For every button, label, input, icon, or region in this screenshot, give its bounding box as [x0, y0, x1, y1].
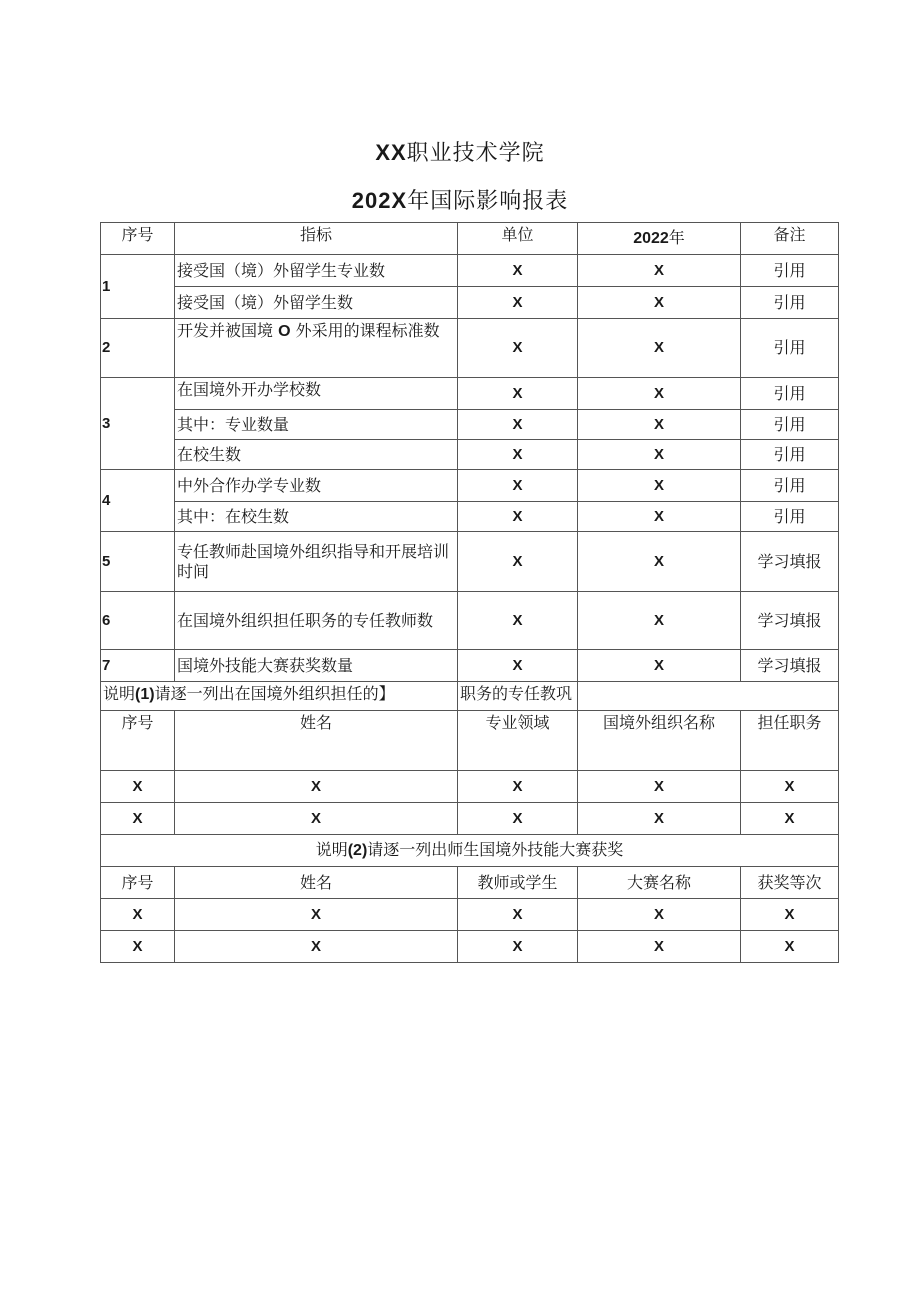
row-note: 学习填报 [741, 592, 839, 650]
t3-cell: X [578, 899, 741, 931]
t2-cell: X [741, 771, 839, 803]
row-note: 引用 [741, 410, 839, 440]
row-value: X [578, 410, 741, 440]
note1-num: (1) [135, 686, 155, 703]
t3-cell: X [741, 931, 839, 963]
note2-num: (2) [347, 842, 368, 859]
t3-header-rank: 获奖等次 [741, 867, 839, 899]
row-seq: 2 [101, 319, 175, 378]
t3-header-seq: 序号 [101, 867, 175, 899]
title-report-name: 年国际影响报表 [407, 189, 569, 214]
table2-header [101, 711, 839, 771]
header-year-num: 2022 [633, 230, 669, 247]
t2-cell: X [458, 803, 578, 835]
row-seq: 4 [101, 470, 175, 532]
row-indicator: 中外合作办学专业数 [175, 470, 458, 502]
t2-header-seq: 序号 [101, 711, 175, 771]
row-indicator [175, 319, 458, 378]
row-value: X [578, 532, 741, 592]
row-indicator: 其中：在校生数 [175, 502, 458, 532]
t2-cell: X [101, 803, 175, 835]
row-note: 引用 [741, 440, 839, 470]
t2-header-role: 担任职务 [741, 711, 839, 771]
header-note: 备注 [741, 223, 839, 255]
note1-prefix: 说明 [103, 684, 136, 703]
table-row [101, 803, 839, 835]
main-table [100, 222, 839, 963]
row-note: 引用 [741, 470, 839, 502]
t2-cell: X [741, 803, 839, 835]
t2-cell: X [175, 771, 458, 803]
t2-cell: X [175, 803, 458, 835]
t3-cell: X [101, 899, 175, 931]
row-unit: X [458, 440, 578, 470]
t2-cell: X [578, 771, 741, 803]
header-seq: 序号 [101, 223, 175, 255]
indicator-part-o: O [278, 323, 291, 340]
table-row [101, 319, 839, 378]
t2-header-field: 专业领域 [458, 711, 578, 771]
row-indicator: 在国境外开办学校数 [175, 378, 458, 410]
row-unit: X [458, 470, 578, 502]
row-unit: X [458, 287, 578, 319]
header-year-char: 年 [668, 228, 685, 247]
report-title-year [0, 184, 920, 215]
table-row [101, 255, 839, 287]
row-indicator: 在校生数 [175, 440, 458, 470]
row-note: 引用 [741, 378, 839, 410]
t2-cell: X [458, 771, 578, 803]
row-value: X [578, 470, 741, 502]
row-unit: X [458, 319, 578, 378]
row-value: X [578, 592, 741, 650]
row-indicator: 在国境外组织担任职务的专任教师数 [175, 592, 458, 650]
indicator-part-b: 外采用的课程标准数 [295, 321, 440, 340]
row-value: X [578, 287, 741, 319]
row-indicator: 专任教师赴国境外组织指导和开展培训时间 [175, 532, 458, 592]
note2-row [101, 835, 839, 867]
row-note: 引用 [741, 319, 839, 378]
table-row [101, 378, 839, 410]
row-note: 引用 [741, 255, 839, 287]
row-seq: 7 [101, 650, 175, 682]
t2-header-org: 国境外组织名称 [578, 711, 741, 771]
row-value: X [578, 650, 741, 682]
table-row [101, 650, 839, 682]
note1-cont: 职务的专任教巩 [458, 682, 578, 711]
table-row [101, 502, 839, 532]
row-value: X [578, 440, 741, 470]
row-unit: X [458, 650, 578, 682]
row-note: 学习填报 [741, 532, 839, 592]
t3-cell: X [101, 931, 175, 963]
t2-header-name: 姓名 [175, 711, 458, 771]
title-xx: XX [375, 140, 407, 165]
report-title-school [0, 136, 920, 167]
row-indicator: 接受国（境）外留学生数 [175, 287, 458, 319]
row-unit: X [458, 532, 578, 592]
table-row [101, 771, 839, 803]
header-unit: 单位 [458, 223, 578, 255]
t3-header-name: 姓名 [175, 867, 458, 899]
row-seq: 3 [101, 378, 175, 470]
row-unit: X [458, 255, 578, 287]
t2-cell: X [101, 771, 175, 803]
indicator-part-a: 开发并被国境 [177, 321, 274, 340]
table-row [101, 931, 839, 963]
t3-cell: X [175, 931, 458, 963]
row-value: X [578, 378, 741, 410]
row-indicator: 接受国（境）外留学生专业数 [175, 255, 458, 287]
row-seq: 1 [101, 255, 175, 319]
table-row [101, 470, 839, 502]
t3-cell: X [458, 931, 578, 963]
note2 [101, 835, 839, 867]
row-unit: X [458, 378, 578, 410]
t3-cell: X [175, 899, 458, 931]
row-note: 引用 [741, 502, 839, 532]
row-indicator: 国境外技能大赛获奖数量 [175, 650, 458, 682]
note2-prefix: 说明 [315, 840, 348, 859]
title-year-num: 202X [351, 188, 408, 213]
row-note: 引用 [741, 287, 839, 319]
row-value: X [578, 255, 741, 287]
note1-row [101, 682, 839, 711]
row-seq: 5 [101, 532, 175, 592]
row-unit: X [458, 410, 578, 440]
t3-cell: X [741, 899, 839, 931]
table-row [101, 287, 839, 319]
t3-cell: X [458, 899, 578, 931]
table-row [101, 410, 839, 440]
main-table-header [101, 223, 839, 255]
row-note: 学习填报 [741, 650, 839, 682]
note1 [101, 682, 458, 711]
header-indicator: 指标 [175, 223, 458, 255]
t2-cell: X [578, 803, 741, 835]
note2-text: 请逐一列出师生国境外技能大赛获奖 [367, 840, 624, 859]
table-row [101, 532, 839, 592]
row-seq: 6 [101, 592, 175, 650]
table3-header [101, 867, 839, 899]
row-indicator: 其中：专业数量 [175, 410, 458, 440]
title-school-name: 职业技术学院 [406, 141, 545, 166]
t3-cell: X [578, 931, 741, 963]
row-unit: X [458, 502, 578, 532]
note1-empty [578, 682, 839, 711]
table-row [101, 440, 839, 470]
header-year [578, 223, 741, 255]
t3-header-contest: 大赛名称 [578, 867, 741, 899]
table-row [101, 592, 839, 650]
note1-text: 请逐一列出在国境外组织担任的】 [154, 684, 395, 703]
row-value: X [578, 319, 741, 378]
row-unit: X [458, 592, 578, 650]
row-value: X [578, 502, 741, 532]
table-row [101, 899, 839, 931]
t3-header-role: 教师或学生 [458, 867, 578, 899]
